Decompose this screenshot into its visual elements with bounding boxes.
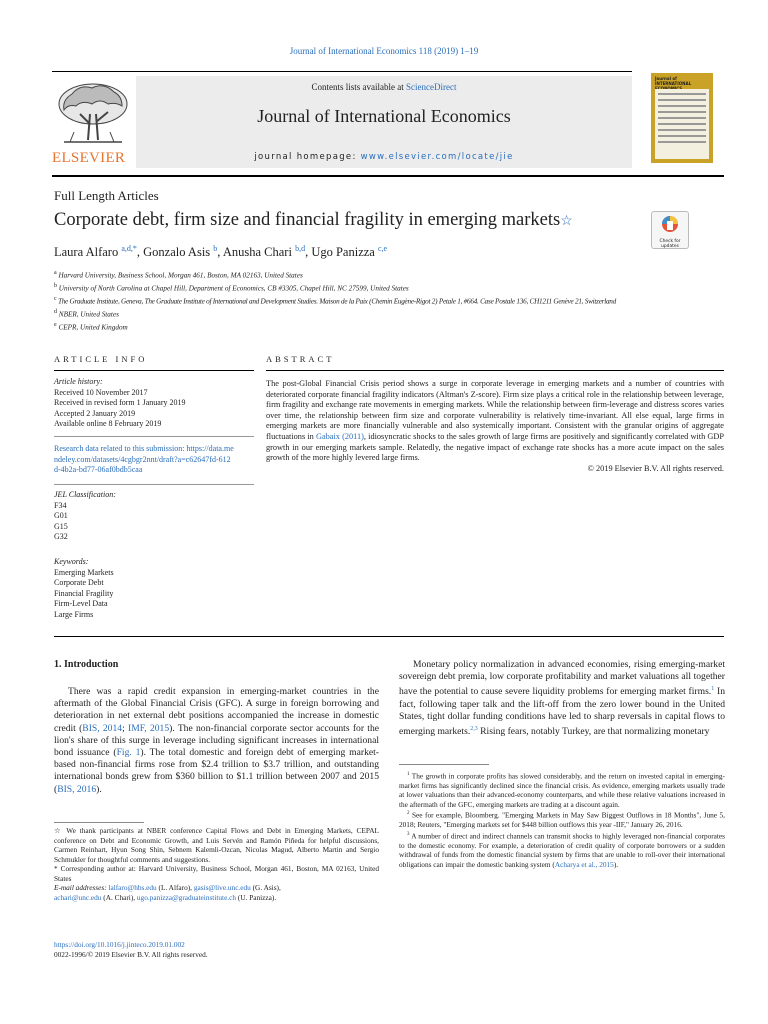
journal-homepage: journal homepage: www.elsevier.com/locate/jie [254, 152, 514, 162]
history-revised: Received in revised form 1 January 2019 [54, 398, 186, 407]
keyword: Firm-Level Data [54, 599, 108, 608]
intro-paragraph: There was a rapid credit expansion in emerging-market countries in the aftermath of the Global Financial Crisis (GFC). A surge in foreign borrowing and deterioration in net external debt positions accompanied the increase in domestic credit (BIS, 2014; IMF, 2015). The non-financial corporate sector accounts for the lion's share of this surge in leverage including significant increases in international bond issuance (Fig. 1). The total domestic and foreign debt of emerging market-based non-financial firms rose from $2.4 trillion to $3.7 trillion, and outstanding international bonds grew from $360 billion to $1.1 trillion between 2007 and 2015 (BIS, 2016). [54, 686, 379, 795]
cover-title: Journal of INTERNATIONAL [655, 76, 692, 86]
journal-cover[interactable] [651, 73, 713, 163]
footnote: $^2$ See for example, Bloomberg. "Emerging Markets in May Saw Biggest Outflows in 18 Months", June 5, 2018; Reuters, "Emerging markets set for $448 billion outflows this year -IIF," January 26, 2016. [399, 810, 725, 830]
article-info-rule [54, 370, 254, 371]
publisher-logo-text: ELSEVIER [52, 150, 126, 166]
acknowledgement-footnote: ☆ We thank participants at NBER conference Capital Flows and Debt in Emerging Markets, CEPAL conference on Debt and Economic Growth, and Luis Servén and Ramón Piñeda for helpful discussions, Carmen Reinhart, Hyun Song Shin, Sebnem Kalemli-Ozcan, Nicolas Magud, Alberto Martin and Sergio Schmukler for thoughtful comments and suggestions. [54, 826, 379, 864]
issn-line: 0022-1996/© 2019 Elsevier B.V. All rights reserved. [54, 949, 208, 959]
email-link[interactable]: lalfaro@hbs.edu [108, 883, 157, 892]
corresponding-author-footnote: * Corresponding author at: Harvard University, Business School, Morgan 461, Boston, MA 02163, United States [54, 864, 380, 883]
author: Ugo Panizza $^{c,e}$ [311, 244, 388, 260]
keywords-label: Keywords: [54, 557, 89, 566]
check-for-updates-button[interactable] [651, 211, 689, 249]
affiliation: $^e$ CEPR, United Kingdom [54, 321, 128, 331]
abstract-body: The post-Global Financial Crisis period shows a surge in corporate leverage in emerging markets and a number of countries with deteriorated corporate financial fragility indicators (Altman's Z-score). Firm size plays a critical role in the relationship between leverage, firm fragility and exchange rate movements in emerging markets. While the relationship between firm-leverage and distress scores varies over time, the relationship between firm size and corporate vulnerability is relatively time-invariant. All else equal, large firms in emerging markets are more financially vulnerable and also systemically important. Consistent with the granular origins of aggregate fluctuations in Gabaix (2011), idiosyncratic shocks to the sales growth of large firms are positively and significantly correlated with GDP growth in our emerging markets sample. Relatedly, the negative impact of exchange rate shocks has a more acute impact on the sales growth of the more highly levered large firms. © 2019 Elsevier B.V. All rights reserved. [266, 379, 724, 473]
intro-paragraph: Monetary policy normalization in advanced economies, rising emerging-market sovereign debt premia, low corporate profitability and market valuations all together have the potential to cause severe liquidity problems for emerging market firms.$^1$ In fact, following taper talk and the lift-off from the zero lower bound in the United States, tight dollar funding conditions have led to sharp reversals in capital flows to emerging markets.$^{2,3}$ Rising fears, notably Turkey, are that normalizing monetary [399, 659, 726, 738]
jel-code: F34 [54, 500, 67, 510]
footnote-ref[interactable]: 1 [711, 686, 715, 693]
citation-link[interactable]: Acharya et al., 2015 [554, 859, 614, 869]
contents-line: Contents lists available at ScienceDirect [311, 82, 457, 92]
citation-link[interactable]: BIS, 2014 [82, 722, 123, 734]
citation-link[interactable]: BIS, 2016 [57, 783, 97, 795]
journal-citation[interactable]: Journal of International Economics 118 (2019) 1–19 [289, 46, 479, 56]
sciencedirect-link[interactable]: ScienceDirect [406, 82, 457, 92]
paper-title: Corporate debt, firm size and financial fragility in emerging markets☆ [54, 210, 573, 230]
email-link[interactable]: gasis@live.unc.edu [193, 883, 251, 892]
keyword: Corporate Debt [54, 578, 104, 587]
journal-title: Journal of International Economics [257, 106, 511, 126]
footnote: $^3$ A number of direct and indirect channels can transmit shocks to highly leveraged non-financial corporates to the domestic economy. For example, a deterioration of credit quality of corporate borrowers or a sudden withdrawal of funds from the domestic financial system by firms that are unable to roll-over their international obligations can impair the domestic banking system (Acharya et al., 2015). [399, 831, 726, 869]
abstract-copyright: © 2019 Elsevier B.V. All rights reserved. [587, 463, 724, 473]
affiliation: $^c$ The Graduate Institute, Geneva, The Graduate Institute of International and Development Studies. Maison de la Paix (Chemin Eugène-Rigot 2) Petale 1, #664. Case Postale 136, CH1211 Genève 21, Switzerland [54, 295, 616, 306]
research-data-rule [54, 484, 254, 485]
figure-link[interactable]: Fig. 1 [116, 747, 141, 759]
research-data-link[interactable]: Research data related to this submission: https://data.mendeley.com/datasets/4cgbgr2nnt/draft?a=c62647fd-612d-4b2a-bd77-06af0bdb5caa [54, 444, 234, 474]
homepage-link[interactable]: www.elsevier.com/locate/jie [360, 152, 514, 162]
jel-code: G32 [54, 532, 68, 541]
journal-banner [136, 76, 632, 168]
affiliations [54, 268, 616, 332]
elsevier-tree-icon [52, 80, 134, 148]
keyword: Financial Fragility [54, 588, 114, 598]
banner-top-rule [52, 71, 632, 72]
jel-classification [54, 490, 254, 543]
affiliation: $^a$ Harvard University, Business School, Morgan 461, Boston, MA 02163, United States [54, 270, 303, 280]
footnotes-right [399, 770, 725, 869]
history-received: Received 10 November 2017 [54, 387, 148, 397]
title-footnote-mark[interactable]: ☆ [560, 214, 573, 229]
doi-block [54, 940, 379, 959]
check-updates-icon [652, 212, 688, 234]
history-accepted: Accepted 2 January 2019 [54, 408, 136, 418]
email-link[interactable]: achari@unc.edu [54, 892, 102, 902]
check-updates-label: Check for updates [659, 239, 681, 249]
affiliation: $^d$ NBER, United States [54, 308, 119, 319]
front-matter-rule [54, 636, 724, 637]
article-history [54, 377, 254, 430]
abstract-heading: ABSTRACT [266, 354, 335, 364]
keyword: Large Firms [54, 609, 94, 619]
affiliation: $^b$ University of North Carolina at Chapel Hill, Department of Economics, CB #3305, Chapel Hill, NC 27599, United States [54, 282, 409, 293]
keywords [54, 557, 254, 620]
footnotes-left [54, 826, 379, 902]
keyword: Emerging Markets [54, 567, 114, 577]
footnote-ref[interactable]: 2,3 [470, 726, 478, 733]
article-type: Full Length Articles [54, 188, 159, 203]
cover-contents [655, 89, 709, 159]
jel-code: G01 [54, 511, 68, 520]
author: Gonzalo Asis $^b$, [143, 244, 223, 260]
footnote-rule-right [399, 764, 489, 765]
email-link[interactable]: ugo.panizza@graduateinstitute.ch [136, 892, 237, 902]
author: Anusha Chari $^{b,d}$, [222, 244, 312, 260]
history-label: Article history: [54, 377, 103, 386]
doi-link[interactable]: https://doi.org/10.1016/j.jinteco.2019.01.002 [54, 940, 185, 949]
footnote-rule-left [54, 822, 144, 823]
history-rule [54, 436, 254, 437]
citation-link[interactable]: Gabaix (2011) [315, 431, 364, 441]
author: Laura Alfaro $^{a,d,*}$, [54, 244, 144, 260]
intro-heading: 1. Introduction [54, 659, 119, 670]
abstract-rule [266, 370, 724, 371]
jel-label: JEL Classification: [54, 490, 116, 499]
history-online: Available online 8 February 2019 [54, 419, 162, 428]
author-list [54, 244, 387, 260]
footnote: $^1$ The growth in corporate profits has slowed considerably, and the return on invested capital in emerging-market firms has significantly declined since the financial crisis. As evidence, emerging markets usually trade at lower valuations than their advanced-economy counterparts, and while these relative valuations increased in the aftermath of the GFC, emerging markets are trading at a discount again. [399, 771, 725, 809]
citation-link[interactable]: IMF, 2015 [128, 722, 170, 734]
jel-code: G15 [54, 521, 68, 531]
article-info-heading: ARTICLE INFO [54, 354, 148, 364]
banner-bottom-rule [52, 175, 724, 177]
email-footnote: E-mail addresses: lalfaro@hbs.edu (L. Alfaro), gasis@live.unc.edu (G. Asis), achari@unc.edu (A. Chari), ugo.panizza@graduateinstitute.ch (U. Panizza). [54, 883, 281, 902]
